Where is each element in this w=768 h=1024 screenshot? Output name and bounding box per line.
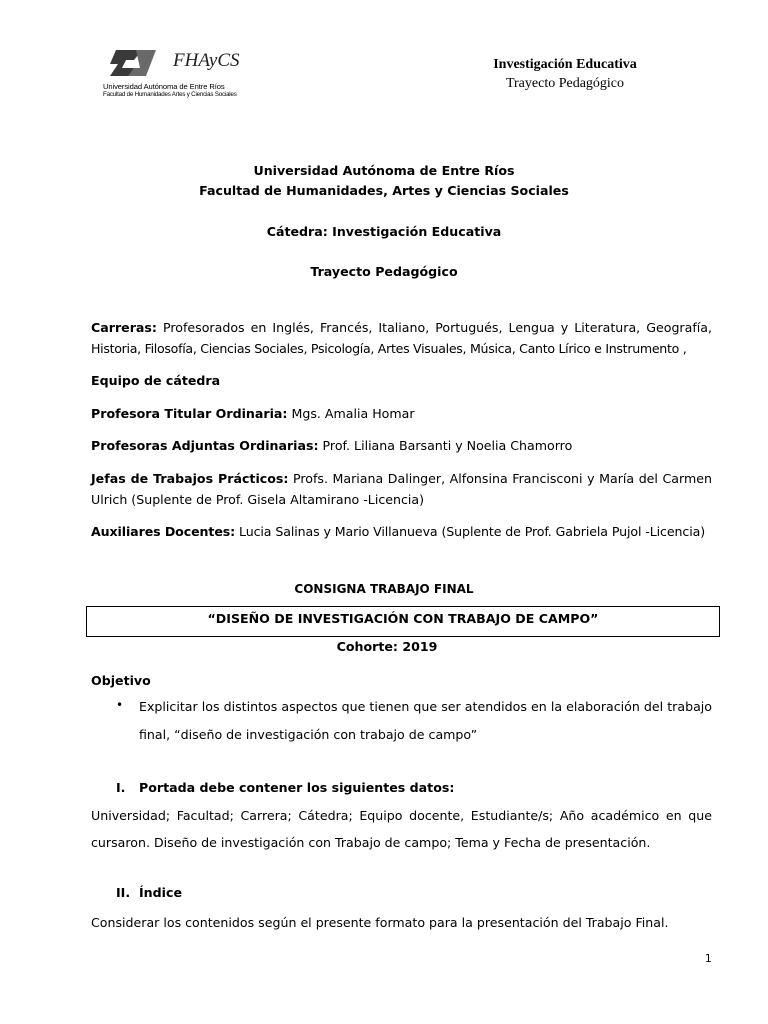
titular-value: Mgs. Amalia Homar [291, 406, 415, 421]
adjuntas-label: Profesoras Adjuntas Ordinarias: [91, 438, 319, 453]
objetivo-line-2: final, “diseño de investigación con trabajo de campo” [139, 727, 478, 742]
section-1-heading: Portada debe contener los siguientes datos: [139, 780, 455, 795]
section-1-line-2: cursaron. Diseño de investigación con Trabajo de campo; Tema y Fecha de presentación. [91, 835, 651, 850]
auxiliares-label: Auxiliares Docentes: [91, 524, 236, 539]
adjuntas-value: Prof. Liliana Barsanti y Noelia Chamorro [322, 438, 573, 453]
page-number: 1 [705, 953, 712, 965]
header-title: Investigación Educativa [493, 57, 637, 72]
jefas-value-1: Profs. Mariana Dalinger, Alfonsina Francisconi y María del Carmen [292, 471, 712, 486]
logo-initials: FHAyCS [173, 50, 240, 71]
bullet-icon: • [116, 698, 124, 712]
titular-label: Profesora Titular Ordinaria: [91, 406, 288, 421]
section-2-numeral: II. [116, 885, 131, 900]
carreras-line-1 [91, 317, 712, 338]
adjuntas-row [91, 435, 712, 456]
jefas-value-2: Ulrich (Suplente de Prof. Gisela Altamirano -Licencia) [91, 492, 425, 507]
objetivo-line-1: Explicitar los distintos aspectos que tienen que ser atendidos en la elaboración del trabajo [139, 699, 712, 714]
carreras-text-2: Historia, Filosofía, Ciencias Sociales, Psicología, Artes Visuales, Música, Canto Lírico e Instrumento , [91, 341, 687, 356]
jefas-row [91, 468, 712, 489]
section-2-heading: Índice [139, 885, 182, 900]
auxiliares-row [91, 521, 712, 542]
section-1-numeral: I. [116, 780, 126, 795]
section-1-line-1: Universidad; Facultad; Carrera; Cátedra; Equipo docente, Estudiante/s; Año académico en que [91, 808, 712, 823]
faculty-name: Facultad de Humanidades, Artes y Ciencias Sociales [199, 183, 569, 198]
carreras-label: Carreras: [91, 320, 157, 335]
jefas-label: Jefas de Trabajos Prácticos: [91, 471, 289, 486]
catedra-name: Cátedra: Investigación Educativa [266, 224, 502, 239]
carreras-text-1: Profesorados en Inglés, Francés, Italiano, Portugués, Lengua y Literatura, Geografía, [163, 320, 712, 335]
university-name: Universidad Autónoma de Entre Ríos [253, 163, 515, 178]
objetivo-heading: Objetivo [91, 673, 151, 688]
equipo-heading: Equipo de cátedra [91, 373, 221, 388]
consigna-heading: CONSIGNA TRABAJO FINAL [294, 582, 474, 596]
logo-faculty-line: Facultad de Humanidades Artes y Ciencias Sociales [103, 91, 237, 98]
header-subtitle: Trayecto Pedagógico [505, 76, 625, 91]
logo-university-line: Universidad Autónoma de Entre Ríos [103, 82, 225, 91]
auxiliares-value: Lucia Salinas y Mario Villanueva (Suplente de Prof. Gabriela Pujol -Licencia) [239, 524, 706, 539]
section-2-line-1: Considerar los contenidos según el presente formato para la presentación del Trabajo Final. [91, 915, 669, 930]
trayecto-name: Trayecto Pedagógico [310, 264, 458, 279]
cohorte: Cohorte: 2019 [336, 639, 438, 654]
titular-row [91, 403, 712, 424]
boxed-title: “DISEÑO DE INVESTIGACIÓN CON TRABAJO DE CAMPO” [207, 611, 599, 626]
